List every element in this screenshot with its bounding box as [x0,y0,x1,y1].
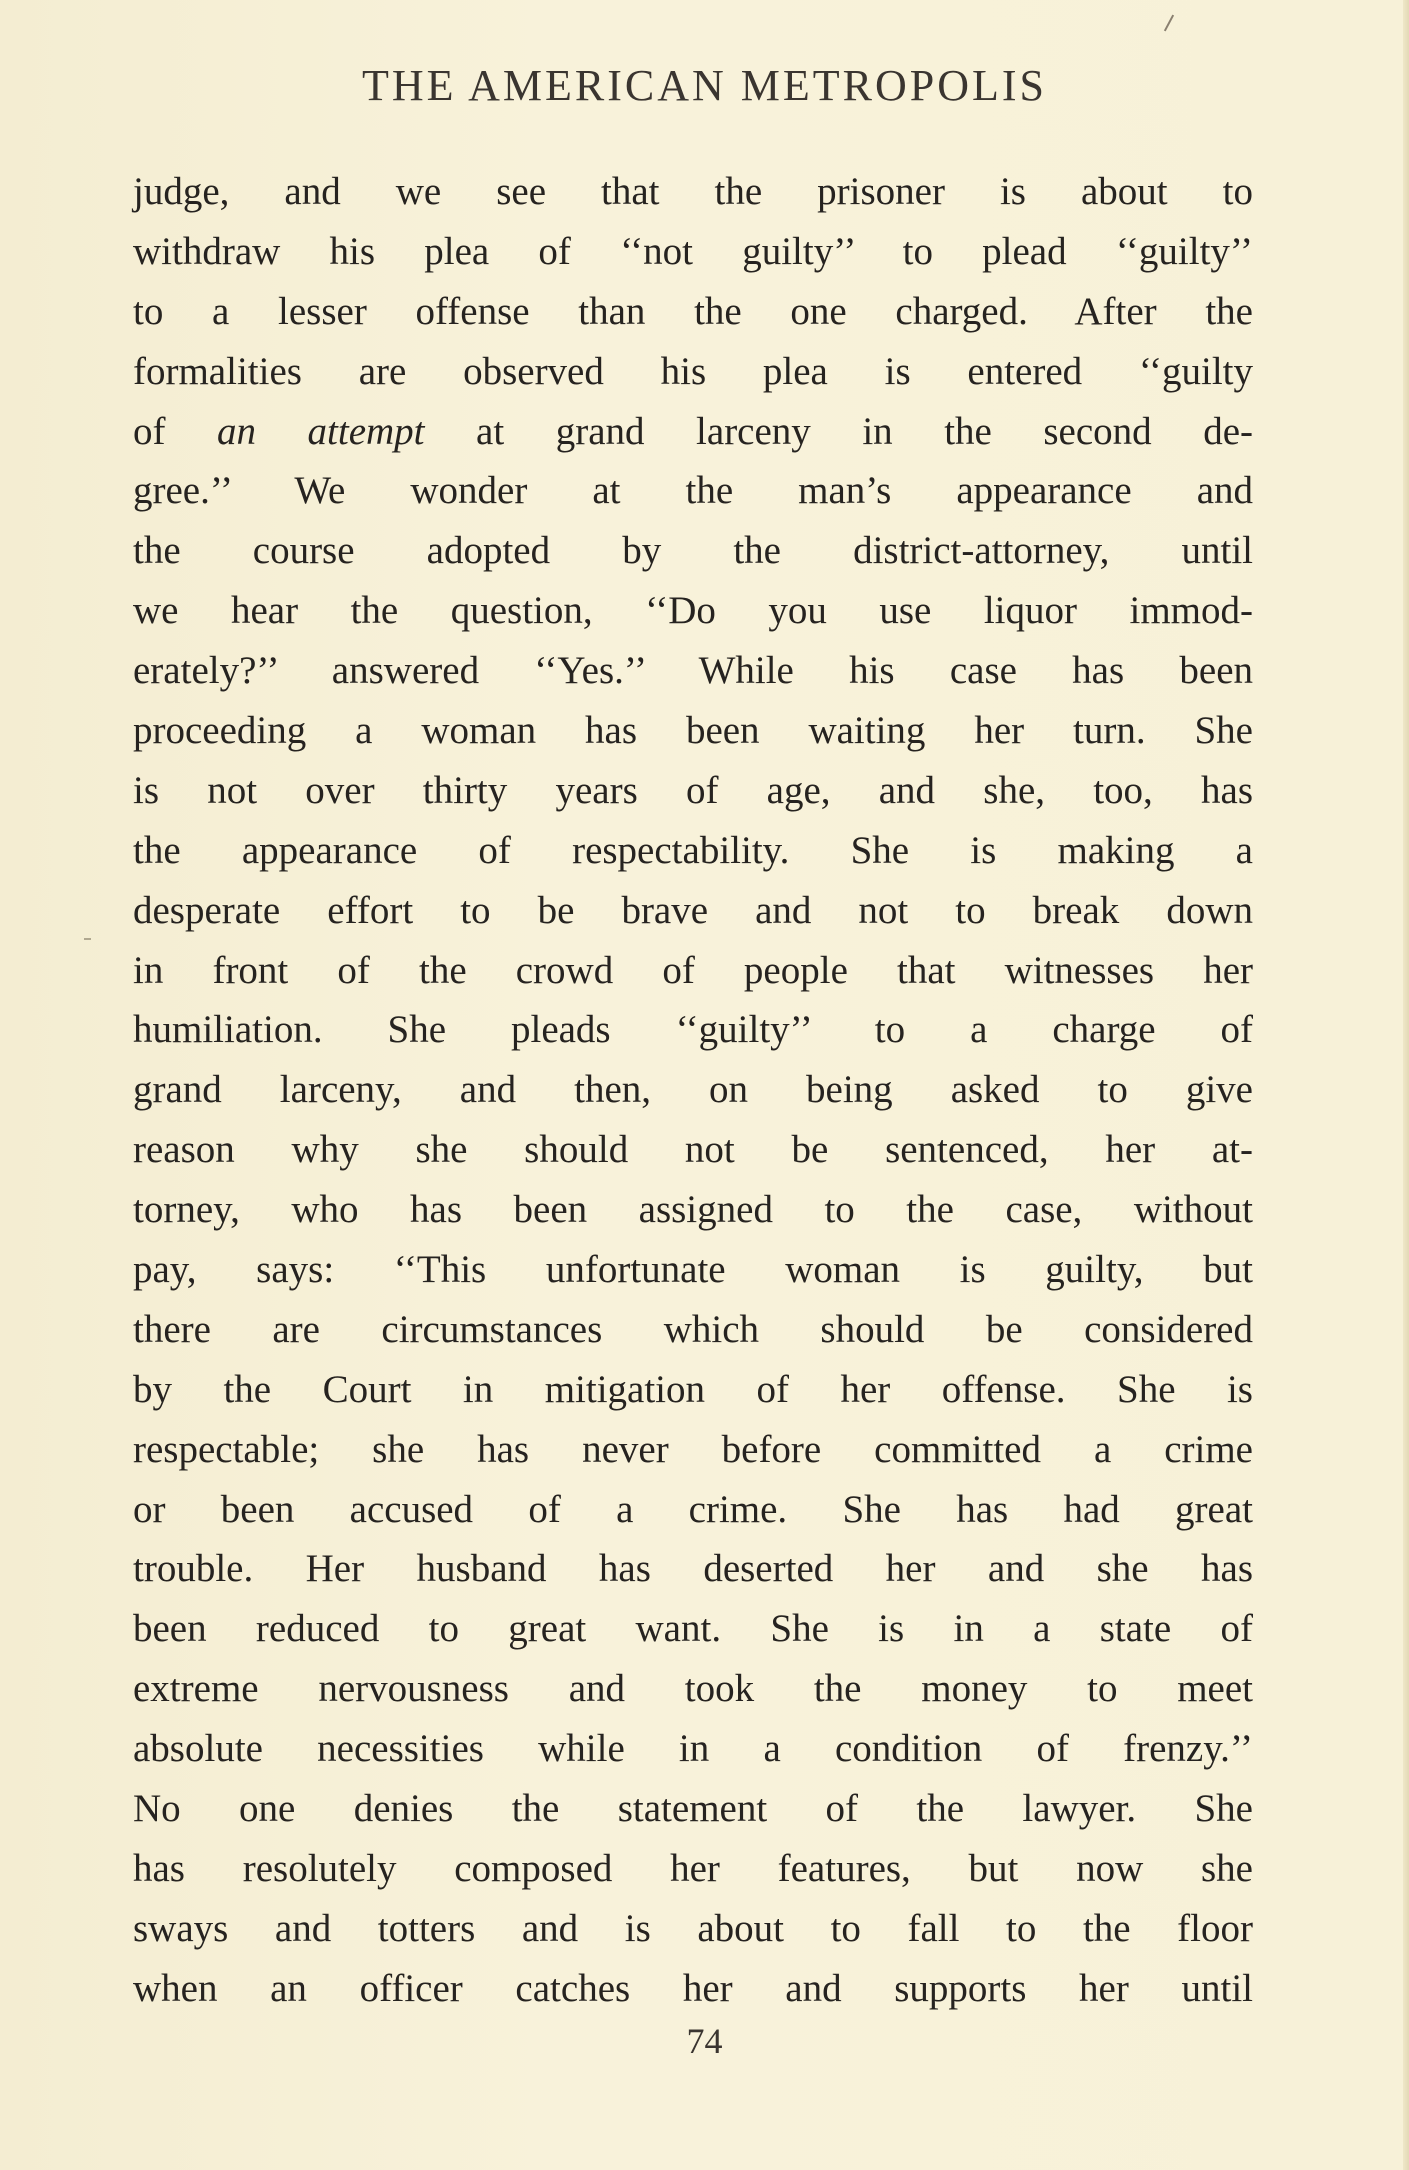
running-header: THE AMERICAN METROPOLIS [361,61,1048,110]
text-line: desperate effort to be brave and not to break down [133,888,1253,932]
text-line: sways and totters and is about to fall to the floor [133,1906,1253,1950]
margin-mark [84,938,91,940]
text-line: extreme nervousness and took the money to meet [133,1667,1253,1711]
text-line: reason why she should not be sentenced, her at- [133,1128,1253,1172]
text-line: the course adopted by the district-attorney, until [133,529,1253,573]
text-line: is not over thirty years of age, and she, too, has [133,768,1253,812]
body-text [133,162,1253,2019]
page-edge [1403,0,1409,2170]
text-line: formalities are observed his plea is entered ‘‘guilty [133,349,1253,393]
text-line: proceeding a woman has been waiting her turn. She [133,709,1253,753]
text-line: when an officer catches her and supports her until [133,1966,1253,2010]
text-line: withdraw his plea of ‘‘not guilty’’ to plead ‘‘guilty’’ [133,229,1253,273]
text-run: at grand larceny in the second de- [424,409,1253,453]
text-line: humiliation. She pleads ‘‘guilty’’ to a charge of [133,1008,1253,1052]
text-line: by the Court in mitigation of her offense. She is [133,1367,1253,1411]
text-line: the appearance of respectability. She is making a [133,828,1253,872]
text-line: erately?’’ answered ‘‘Yes.’’ While his case has been [133,649,1253,693]
text-line: in front of the crowd of people that witnesses her [133,948,1253,992]
text-line: pay, says: ‘‘This unfortunate woman is guilty, but [133,1248,1253,1292]
pencil-mark [1164,15,1174,32]
page-number: 74 [686,2021,723,2061]
text-line: No one denies the statement of the lawyer. She [133,1787,1253,1831]
text-line: respectable; she has never before committed a crime [133,1427,1253,1471]
text-line: to a lesser offense than the one charged. After the [133,289,1253,333]
text-line: gree.’’ We wonder at the man’s appearance and [133,469,1253,513]
text-line: judge, and we see that the prisoner is about to [133,170,1253,213]
text-line: absolute necessities while in a condition of frenzy.’’ [133,1727,1253,1771]
text-line: been reduced to great want. She is in a state of [133,1607,1253,1651]
text-line: torney, who has been assigned to the case, without [133,1188,1253,1232]
text-line: there are circumstances which should be considered [133,1307,1253,1351]
text-line: or been accused of a crime. She has had great [133,1487,1253,1531]
text-line: we hear the question, ‘‘Do you use liquor immod- [133,589,1253,633]
text-line: trouble. Her husband has deserted her and she has [133,1547,1253,1591]
italic-phrase: an attempt [217,409,425,453]
text-line: grand larceny, and then, on being asked to give [133,1068,1253,1112]
text-line: has resolutely composed her features, but now she [133,1846,1253,1890]
text-line [133,402,1253,462]
text-run: of [133,409,218,453]
